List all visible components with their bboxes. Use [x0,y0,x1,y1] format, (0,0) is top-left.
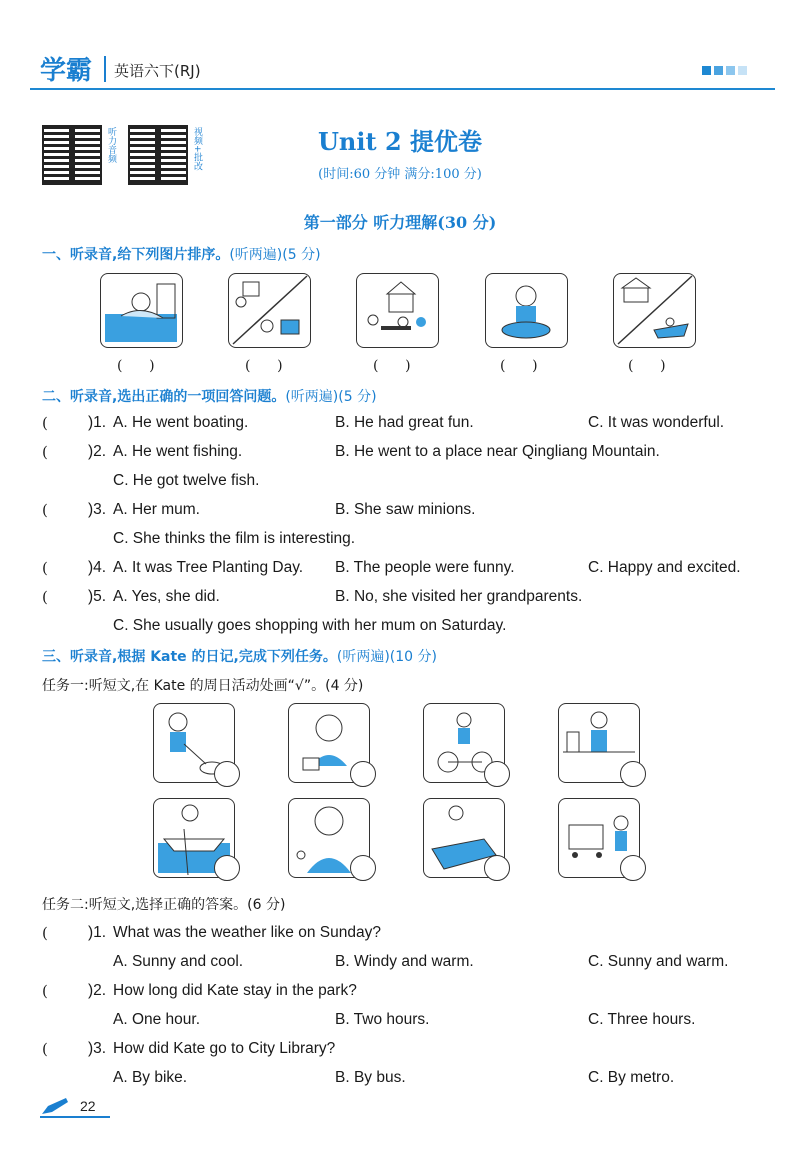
check-circle[interactable] [484,855,510,881]
option-a: A. He went boating. [113,414,249,431]
answer-paren[interactable]: ( [42,982,48,1000]
option-c: C. By metro. [588,1069,675,1086]
answer-paren[interactable]: ( [42,414,48,432]
question-text: How long did Kate stay in the park? [113,982,357,999]
option-c: C. She usually goes shopping with her mum on Saturday. [113,617,507,634]
pencil-icon [40,1096,72,1116]
task-2-instruction: 任务二:听短文,选择正确的答案。(6 分) [42,897,286,913]
option-c: C. It was wonderful. [588,414,725,431]
option-c: C. Sunny and warm. [588,953,729,970]
part-heading: 第一部分 听力理解(30 分) [303,213,497,232]
check-circle[interactable] [350,855,376,881]
answer-blank[interactable]: ( ) [500,358,538,374]
picture-washing-clothes [485,273,568,348]
option-a: A. By bike. [113,1069,188,1086]
option-b: B. The people were funny. [335,559,515,576]
answer-blank[interactable]: ( ) [373,358,411,374]
question-text: What was the weather like on Sunday? [113,924,381,941]
brand-logo: 学霸 [40,56,93,86]
picture-museum-boat [613,273,696,348]
header-divider [104,56,106,82]
option-a: A. Yes, she did. [113,588,220,605]
picture-house-picnic [356,273,439,348]
answer-paren[interactable]: ( [42,924,48,942]
option-c: C. He got twelve fish. [113,472,260,489]
question-number: )1. [88,414,107,431]
option-b: B. He had great fun. [335,414,474,431]
option-b: B. No, she visited her grandparents. [335,588,583,605]
section-3-heading: 三、听录音,根据 Kate 的日记,完成下列任务。(听两遍)(10 分) [42,649,437,665]
header-square-icon [702,66,711,75]
answer-blank[interactable]: ( ) [245,358,283,374]
question-number: )3. [88,501,107,518]
book-title: 英语六下(RJ) [114,62,201,80]
exam-meta: (时间:60 分钟 满分:100 分) [318,167,482,182]
option-a: A. Her mum. [113,501,200,518]
question-number: )3. [88,1040,107,1057]
check-circle[interactable] [350,761,376,787]
answer-paren[interactable]: ( [42,501,48,519]
option-b: B. He went to a place near Qingliang Mountain. [335,443,660,460]
question-number: )1. [88,924,107,941]
answer-paren[interactable]: ( [42,1040,48,1058]
option-a: A. It was Tree Planting Day. [113,559,304,576]
section-2-heading: 二、听录音,选出正确的一项回答问题。(听两遍)(5 分) [42,389,377,405]
option-b: B. Two hours. [335,1011,430,1028]
page-number: 22 [80,1098,96,1114]
section-1-heading: 一、听录音,给下列图片排序。(听两遍)(5 分) [42,247,321,263]
option-a: A. Sunny and cool. [113,953,244,970]
header-square-icon [714,66,723,75]
option-c: C. Three hours. [588,1011,696,1028]
question-text: How did Kate go to City Library? [113,1040,336,1057]
footer-rule [40,1116,110,1118]
answer-blank[interactable]: ( ) [628,358,666,374]
qr-label-audio: 听力音频 [106,127,116,163]
option-b: B. Windy and warm. [335,953,474,970]
check-circle[interactable] [620,855,646,881]
answer-paren[interactable]: ( [42,559,48,577]
check-circle[interactable] [620,761,646,787]
header-square-icon [738,66,747,75]
answer-blank[interactable]: ( ) [117,358,155,374]
question-number: )5. [88,588,107,605]
option-b: B. By bus. [335,1069,406,1086]
question-number: )4. [88,559,107,576]
check-circle[interactable] [214,855,240,881]
option-a: A. One hour. [113,1011,201,1028]
check-circle[interactable] [214,761,240,787]
qr-label-video: 视频+批改 [192,127,202,171]
question-number: )2. [88,982,107,999]
option-b: B. She saw minions. [335,501,476,518]
picture-sleeping [100,273,183,348]
task-1-instruction: 任务一:听短文,在 Kate 的周日活动处画“√”。(4 分) [42,678,364,694]
header-square-icon [726,66,735,75]
question-number: )2. [88,443,107,460]
picture-painting-tv [228,273,311,348]
answer-paren[interactable]: ( [42,443,48,461]
check-circle[interactable] [484,761,510,787]
option-c: C. She thinks the film is interesting. [113,530,356,547]
answer-paren[interactable]: ( [42,588,48,606]
option-a: A. He went fishing. [113,443,243,460]
page-title: Unit 2 提优卷 [318,127,482,156]
option-c: C. Happy and excited. [588,559,741,576]
header-rule [30,88,775,90]
